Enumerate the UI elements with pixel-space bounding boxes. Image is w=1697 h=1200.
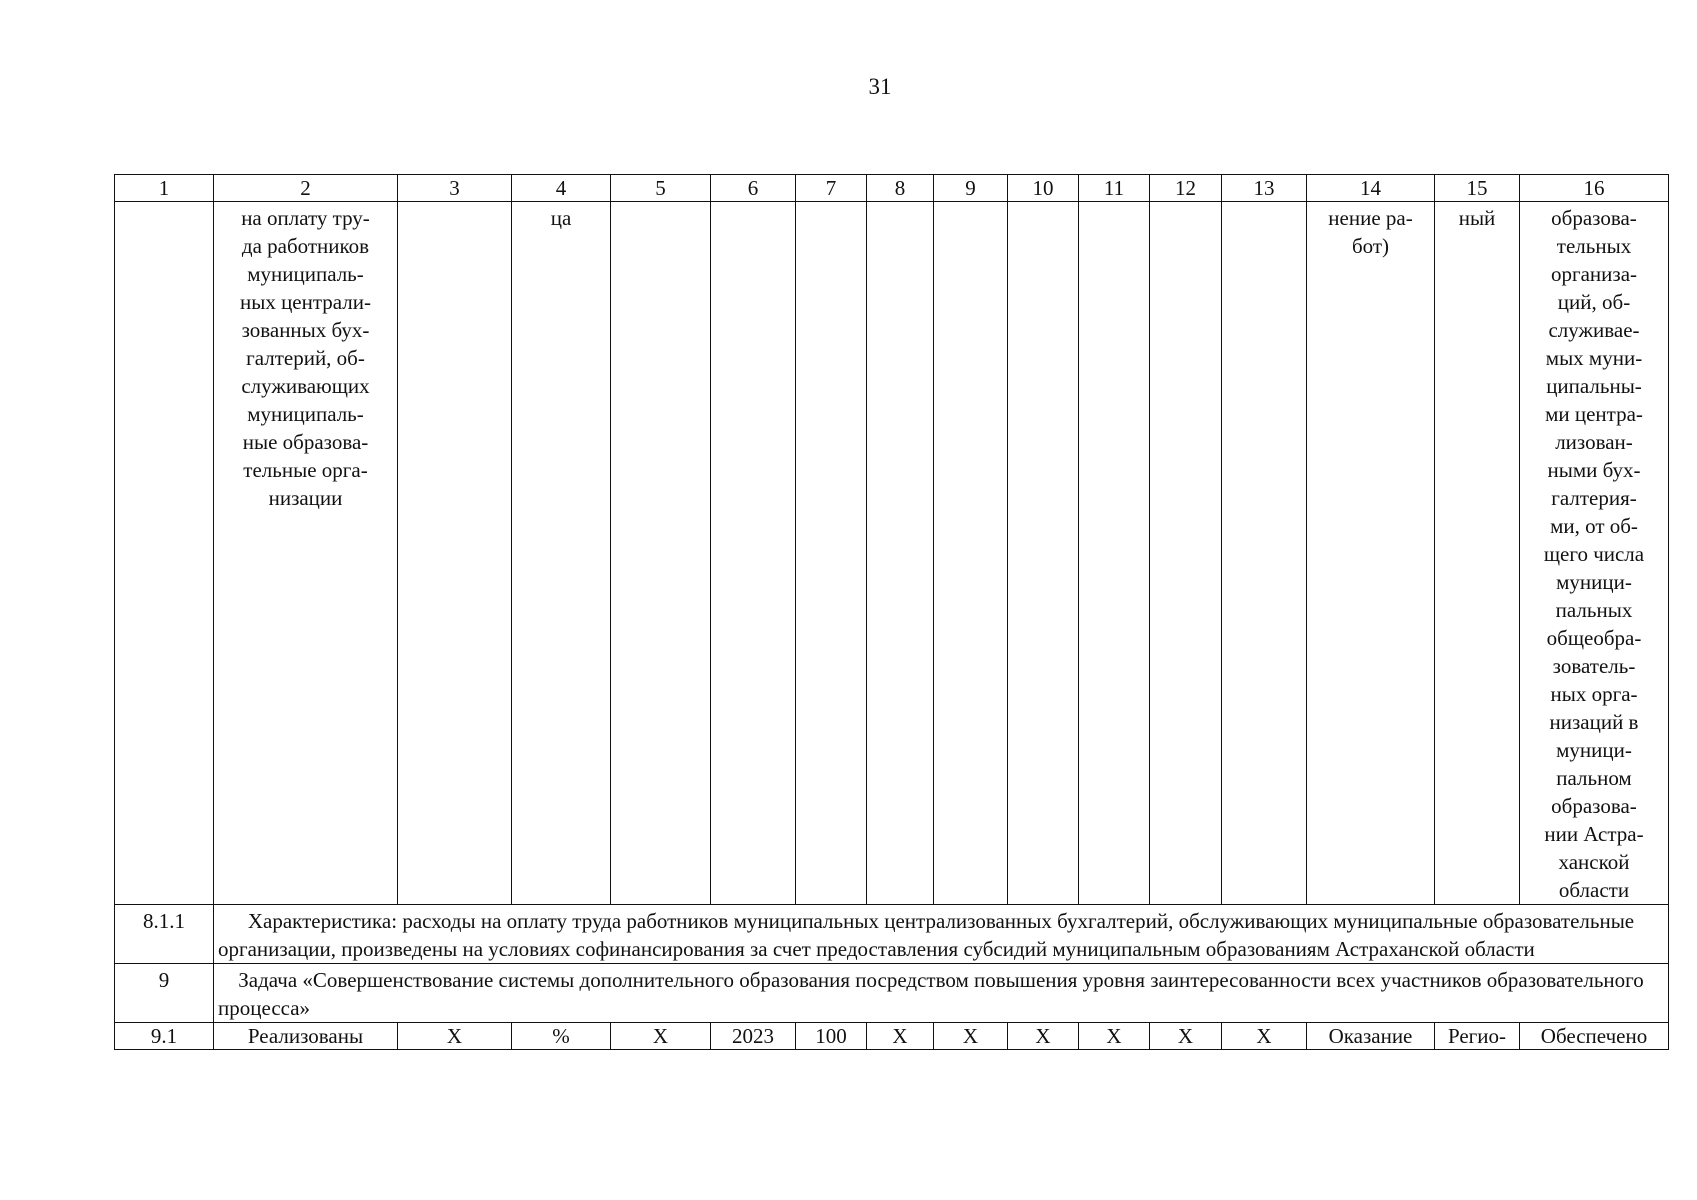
table-cell	[1150, 202, 1222, 905]
indicator-row	[115, 1023, 1669, 1050]
table-cell: Реализованы	[214, 1023, 398, 1050]
characteristic-row	[115, 905, 1669, 964]
table-cell	[711, 202, 796, 905]
indicators-table	[114, 174, 1669, 1050]
table-cell: X	[1150, 1023, 1222, 1050]
table-cell: X	[1079, 1023, 1150, 1050]
column-number: 4	[512, 175, 611, 202]
table-cell: X	[867, 1023, 934, 1050]
column-number: 16	[1520, 175, 1669, 202]
column-number: 14	[1307, 175, 1435, 202]
table-cell: X	[398, 1023, 512, 1050]
table-cell	[867, 202, 934, 905]
table-cell: %	[512, 1023, 611, 1050]
table-cell	[796, 202, 867, 905]
column-number: 13	[1222, 175, 1307, 202]
table-cell	[115, 202, 214, 905]
table-cell: X	[1008, 1023, 1079, 1050]
column-number: 8	[867, 175, 934, 202]
column-number: 6	[711, 175, 796, 202]
table-cell: X	[1222, 1023, 1307, 1050]
column-number: 12	[1150, 175, 1222, 202]
row-number: 8.1.1	[115, 905, 214, 964]
task-text: Задача «Совершенствование системы дополнительного образования посредством повышения уровня заинтересованности всех участников образовательного процесса»	[214, 964, 1669, 1023]
continuation-row	[115, 202, 1669, 905]
unit-cell: ца	[512, 202, 611, 905]
column-number: 1	[115, 175, 214, 202]
column-number: 2	[214, 175, 398, 202]
column-number: 3	[398, 175, 512, 202]
table-cell: X	[934, 1023, 1008, 1050]
table-cell: 100	[796, 1023, 867, 1050]
table-cell	[934, 202, 1008, 905]
table-cell	[398, 202, 512, 905]
row-number: 9	[115, 964, 214, 1023]
table-cell: X	[611, 1023, 711, 1050]
page-number: 31	[868, 74, 892, 99]
table-cell: Оказание	[1307, 1023, 1435, 1050]
task-row	[115, 964, 1669, 1023]
table-cell: Регио-	[1435, 1023, 1520, 1050]
column-number: 9	[934, 175, 1008, 202]
level-cell: ный	[1435, 202, 1520, 905]
indicator-name-cell: на оплату тру- да работников муниципаль- ных централи- зованных бух- галтерий, об- служивающих муниципаль- ные образова- тельные орга- низации	[214, 202, 398, 905]
table-cell	[1008, 202, 1079, 905]
table-cell: 9.1	[115, 1023, 214, 1050]
table-cell: Обеспечено	[1520, 1023, 1669, 1050]
table-cell: 2023	[711, 1023, 796, 1050]
table-cell	[611, 202, 711, 905]
column-number: 15	[1435, 175, 1520, 202]
column-number: 11	[1079, 175, 1150, 202]
table-cell	[1079, 202, 1150, 905]
column-number: 10	[1008, 175, 1079, 202]
column-number: 5	[611, 175, 711, 202]
column-number: 7	[796, 175, 867, 202]
table-cell	[1222, 202, 1307, 905]
characteristic-text: Характеристика: расходы на оплату труда работников муниципальных централизованных бухгалтерий, обслуживающих муниципальные образовательные организации, произведены на условиях софинансирования за счет предоставления субсидий муниципальным образованиям Астраханской области	[214, 905, 1669, 964]
type-cell: нение ра- бот)	[1307, 202, 1435, 905]
column-number-row	[115, 175, 1669, 202]
description-cell: образова- тельных организа- ций, об- служивае- мых муни- ципальны- ми центра- лизован- ными бух- галтерия- ми, от об- щего числа муници- пальных общеобра- зователь- ных орга- низаций в муници- пальном образова- нии Астра- ханской области	[1520, 202, 1669, 905]
